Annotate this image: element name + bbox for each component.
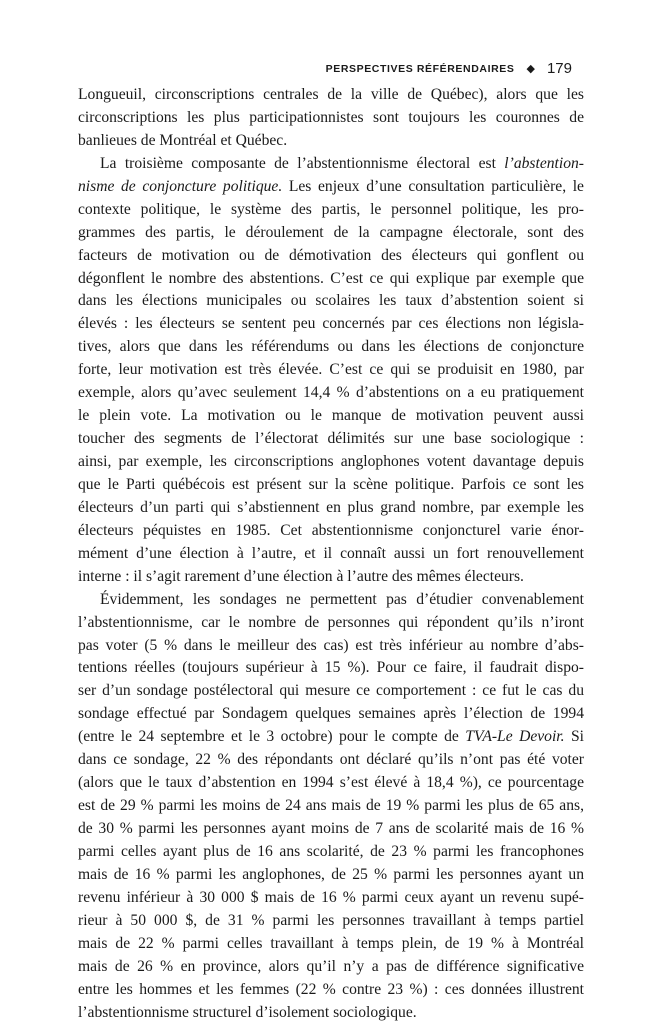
text-line xyxy=(78,359,584,382)
text-line xyxy=(78,290,584,313)
text-line xyxy=(78,726,584,749)
text-segment: de 30 % parmi les personnes ayant moins de 7 ans de scolarité mais de 16 % xyxy=(78,820,584,837)
text-segment: facteurs de motivation ou de démotivation des électeurs qui gonflent ou xyxy=(78,247,584,264)
text-line xyxy=(78,749,584,772)
diamond-separator-icon: ◆ xyxy=(527,62,535,75)
text-segment: (entre le 24 septembre et le 3 octobre) pour le compte de xyxy=(78,728,465,745)
text-segment: mais de 16 % parmi les anglophones, de 25 % parmi les personnes ayant un xyxy=(78,866,584,883)
text-segment: dans ce sondage, 22 % des répondants ont déclaré qu’ils n’ont pas été voter xyxy=(78,751,584,768)
text-line xyxy=(78,657,584,680)
text-segment: sondage effectué par Sondagem quelques semaines après l’élection de 1994 xyxy=(78,705,584,722)
text-segment: ainsi, par exemple, les circonscriptions anglophones votent davantage depuis xyxy=(78,453,584,470)
text-line xyxy=(78,520,584,543)
text-line xyxy=(78,612,584,635)
text-segment: (alors que le taux d’abstention en 1994 s’est élevé à 18,4 %), ce pourcentage xyxy=(78,774,584,791)
text-line xyxy=(78,703,584,726)
text-line xyxy=(78,130,584,153)
running-title: PERSPECTIVES RÉFÉRENDAIRES xyxy=(326,63,515,75)
text-segment: est de 29 % parmi les moins de 24 ans mais de 19 % parmi les plus de 65 ans, xyxy=(78,797,584,814)
text-line xyxy=(78,910,584,933)
italic-text: nisme de conjoncture politique. xyxy=(78,178,282,195)
text-line xyxy=(78,153,584,176)
text-line xyxy=(78,474,584,497)
text-segment: Si xyxy=(565,728,584,745)
text-segment: dans les élections municipales ou scolaires les taux d’abstention soient si xyxy=(78,292,584,309)
text-segment: mément d’une élection à l’autre, et il connaît aussi un fort renouvellement xyxy=(78,545,584,562)
text-line xyxy=(78,84,584,107)
text-line xyxy=(78,635,584,658)
italic-text: l’abstention- xyxy=(504,155,584,172)
text-segment: électeurs péquistes en 1985. Cet abstentionnisme conjoncturel varie énor- xyxy=(78,522,584,539)
text-segment: dégonflent le nombre des abstentions. C’est ce qui explique par exemple que xyxy=(78,270,584,287)
text-line xyxy=(78,543,584,566)
text-segment: élevés : les électeurs se sentent peu concernés par ces élections non législa- xyxy=(78,315,584,332)
italic-text: TVA-Le Devoir. xyxy=(465,728,564,745)
text-segment: entre les hommes et les femmes (22 % contre 23 %) : ces données illustrent xyxy=(78,981,584,998)
text-line xyxy=(78,566,584,589)
text-line xyxy=(78,451,584,474)
text-line xyxy=(78,107,584,130)
text-segment: tives, alors que dans les référendums ou dans les élections de conjoncture xyxy=(78,338,584,355)
text-line xyxy=(78,956,584,979)
text-line xyxy=(78,405,584,428)
page-number: 179 xyxy=(547,60,572,77)
text-segment: La troisième composante de l’abstentionnisme électoral est xyxy=(100,155,504,172)
text-segment: mais de 26 % en province, alors qu’il n’y a pas de différence significative xyxy=(78,958,584,975)
text-segment: l’abstentionnisme structurel d’isolement sociologique. xyxy=(78,1004,417,1021)
text-segment: toucher des segments de l’électorat délimités sur une base sociologique : xyxy=(78,430,584,447)
text-line xyxy=(78,933,584,956)
body-text xyxy=(78,84,584,1024)
text-segment: parmi celles ayant plus de 16 ans scolarité, de 23 % parmi les francophones xyxy=(78,843,584,860)
text-line xyxy=(78,979,584,1002)
text-segment: forte, leur motivation est très élevée. C’est ce qui se produisit en 1980, par xyxy=(78,361,584,378)
text-segment: pas voter (5 % dans le meilleur des cas) est très inférieur au nombre d’abs- xyxy=(78,637,584,654)
text-line xyxy=(78,887,584,910)
text-segment: électeurs d’un parti qui s’abstiennent en plus grand nombre, par exemple les xyxy=(78,499,584,516)
text-line xyxy=(78,841,584,864)
text-line xyxy=(78,428,584,451)
text-segment: Évidemment, les sondages ne permettent pas d’étudier convenablement xyxy=(100,591,584,608)
text-segment: interne : il s’agit rarement d’une élection à l’autre des mêmes électeurs. xyxy=(78,568,524,585)
text-line xyxy=(78,864,584,887)
text-segment: exemple, alors qu’avec seulement 14,4 % d’abstentions on a eu pratiquement xyxy=(78,384,584,401)
text-segment: circonscriptions les plus participationnistes sont toujours les couronnes de xyxy=(78,109,584,126)
text-line xyxy=(78,245,584,268)
text-segment: le plein vote. La motivation ou le manque de motivation peuvent aussi xyxy=(78,407,584,424)
text-segment: revenu inférieur à 30 000 $ mais de 16 % parmi ceux ayant un revenu supé- xyxy=(78,889,584,906)
text-line xyxy=(78,336,584,359)
text-segment: Les enjeux d’une consultation particulière, le xyxy=(282,178,584,195)
text-segment: mais de 22 % parmi celles travaillant à temps plein, de 19 % à Montréal xyxy=(78,935,584,952)
text-line xyxy=(78,795,584,818)
text-segment: que le Parti québécois est présent sur la scène politique. Parfois ce sont les xyxy=(78,476,584,493)
text-line xyxy=(78,222,584,245)
text-line xyxy=(78,818,584,841)
text-segment: grammes des partis, le déroulement de la campagne électorale, sont des xyxy=(78,224,584,241)
text-line xyxy=(78,199,584,222)
text-line xyxy=(78,382,584,405)
running-header xyxy=(326,60,572,77)
text-segment: l’abstentionnisme, car le nombre de personnes qui répondent qu’ils n’iront xyxy=(78,614,584,631)
text-segment: ser d’un sondage postélectoral qui mesure ce comportement : ce fut le cas du xyxy=(78,682,584,699)
text-segment: tentions réelles (toujours supérieur à 15 %). Pour ce faire, il faudrait dispo- xyxy=(78,659,584,676)
text-segment: contexte politique, le système des partis, le personnel politique, les pro- xyxy=(78,201,584,218)
text-line xyxy=(78,176,584,199)
text-line xyxy=(78,497,584,520)
text-line xyxy=(78,268,584,291)
text-line xyxy=(78,772,584,795)
text-segment: rieur à 50 000 $, de 31 % parmi les personnes travaillant à temps partiel xyxy=(78,912,584,929)
text-line xyxy=(78,589,584,612)
text-line xyxy=(78,680,584,703)
text-segment: banlieues de Montréal et Québec. xyxy=(78,132,287,149)
text-line xyxy=(78,313,584,336)
text-segment: Longueuil, circonscriptions centrales de la ville de Québec), alors que les xyxy=(78,86,584,103)
text-line xyxy=(78,1002,584,1024)
